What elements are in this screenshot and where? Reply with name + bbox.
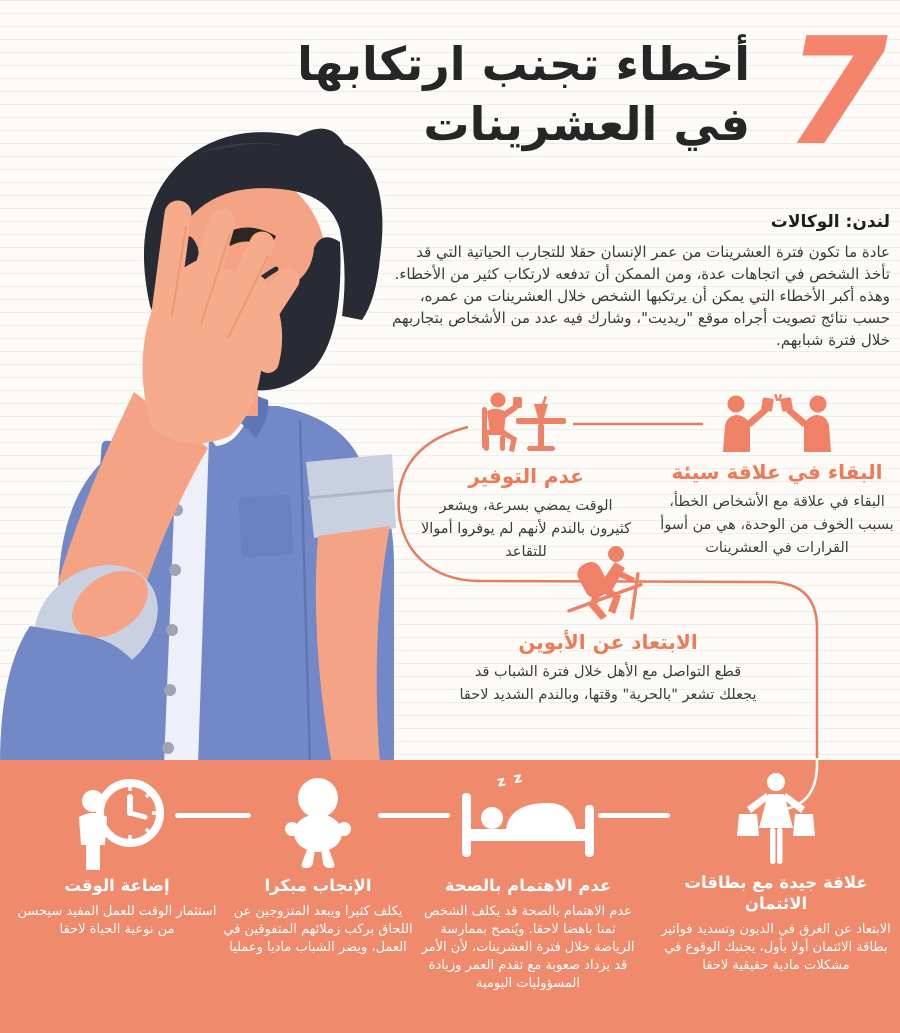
mistake-bad-relationship bbox=[658, 392, 896, 560]
mistake-neglecting-health bbox=[420, 775, 636, 993]
page-title bbox=[297, 34, 750, 154]
byline: لندن: الوكالات bbox=[770, 212, 890, 232]
mistake-no-saving bbox=[420, 390, 632, 564]
mistake-heading: إضاعة الوقت bbox=[64, 876, 170, 895]
mistake-heading: علاقة جيدة مع بطاقات الائتمان bbox=[684, 873, 868, 913]
mistake-distance-from-parents bbox=[458, 546, 758, 707]
title-line-2: في العشرينات bbox=[423, 97, 750, 151]
mistake-body: قطع التواصل مع الأهل خلال فترة الشباب قد يجعلك تشعر "بالحرية" وقتها، وبالندم الشديد لاحقا bbox=[459, 664, 757, 703]
mistake-body: الابتعاد عن الغرق في الديون وتسديد فواتير بطاقة الائتمان أولا بأول، يجنبك الوقوع في مشكلات مادية حقيقية لاحقا bbox=[661, 922, 891, 973]
sleep-zzz-label: z z bbox=[495, 769, 526, 791]
mistake-heading: عدم الاهتمام بالصحة bbox=[444, 876, 612, 895]
person-clock-icon bbox=[14, 775, 220, 871]
man-facepalm-illustration bbox=[0, 110, 440, 765]
intro-paragraph: عادة ما تكون فترة العشرينات من عمر الإنسان حقلا للتجارب الحياتية التي قد تأخذ الشخص في اتجاهات عدة، ومن الممكن أن تدفعه لارتكاب كثير من الأخطاء. وهذه أكبر الأخطاء التي يمكن أن يرتكبها الشخص خلال العشرينات من عمره، حسب نتائج تصويت أجراه موقع "ريديت"، وشارك فيه عدد من الأشخاص بتجاربهم خلال فترة شبابهم. bbox=[392, 243, 890, 349]
dining-person-icon bbox=[420, 390, 632, 456]
cheers-people-icon bbox=[658, 392, 896, 452]
mistake-body: استثمار الوقت للعمل المفيد سيحسن من نوعية الحياة لاحقا bbox=[17, 904, 217, 937]
mistake-heading: عدم التوفير bbox=[468, 464, 584, 488]
mistake-body: البقاء في علاقة مع الأشخاص الخطأ، بسبب الخوف من الوحدة، هي من أسوأ القرارات في العشرينات bbox=[660, 494, 894, 556]
mistake-heading: الابتعاد عن الأبوين bbox=[518, 630, 698, 654]
mistake-heading: الإنجاب مبكرا bbox=[264, 876, 372, 895]
mistake-body: يكلف كثيرا ويبعد المتزوجين عن اللحاق بركب زملائهم المتفوقين في العمل، ويضر الشباب ماديا وعمليا bbox=[223, 904, 413, 955]
big-number-7: 7 bbox=[785, 6, 884, 178]
mistake-body: عدم الاهتمام بالصحة قد يكلف الشخص ثمنا باهضا لاحقا. ويُنصح بممارسة الرياضة خلال فترة العشرينات، لأن الأمر قد يزداد صعوبة مع تقدم العمر وزيادة المسؤوليات اليومية bbox=[421, 904, 635, 991]
mistake-wasting-time bbox=[14, 775, 220, 939]
mistake-body: الوقت يمضي بسرعة، ويشعر كثيرون بالندم لأنهم لم يوفروا أموالا للتقاعد bbox=[421, 498, 631, 560]
sleeping-bed-icon bbox=[420, 775, 636, 871]
mistake-heading: البقاء في علاقة سيئة bbox=[671, 460, 883, 484]
baby-icon bbox=[220, 775, 416, 871]
title-line-1: أخطاء تجنب ارتكابها bbox=[297, 37, 750, 91]
mistake-credit-cards bbox=[658, 772, 894, 975]
shopper-icon bbox=[658, 772, 894, 868]
hiker-icon bbox=[458, 546, 758, 622]
mistake-early-children bbox=[220, 775, 416, 957]
